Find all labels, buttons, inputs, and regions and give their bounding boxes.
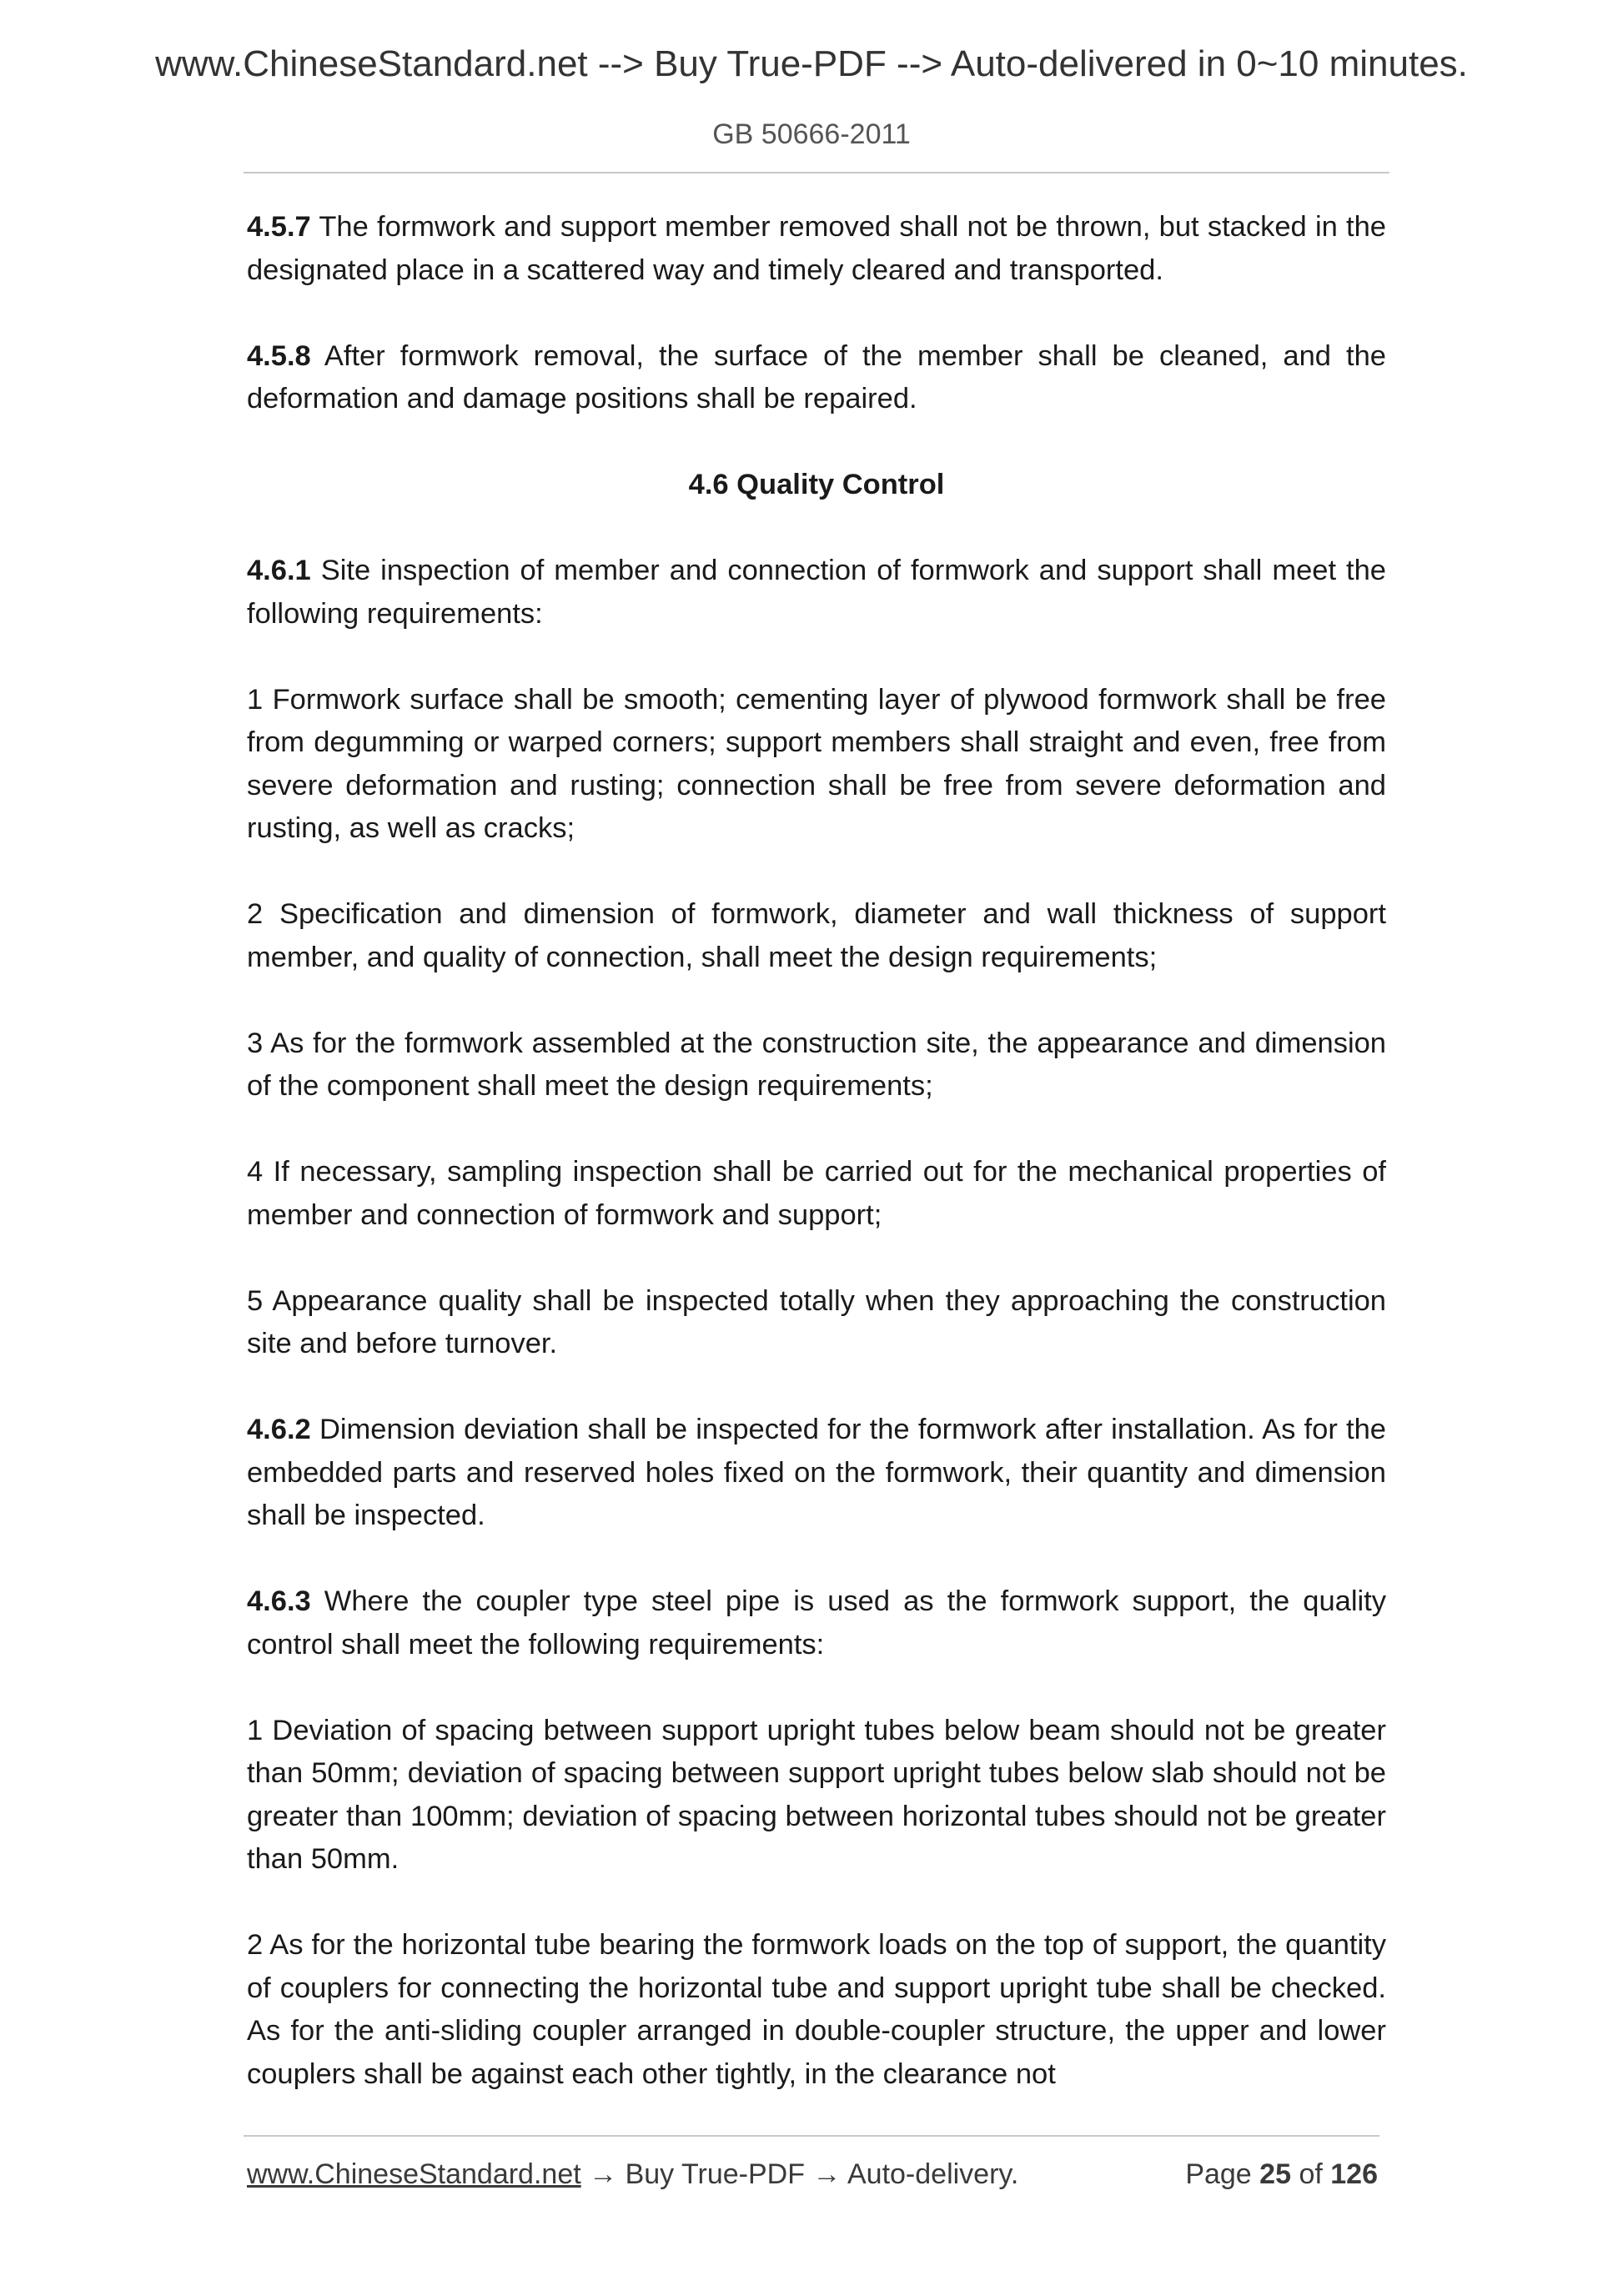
- clause-number: 4.5.8: [247, 339, 311, 372]
- clause-4-6-3: [247, 1580, 1386, 1666]
- list-item-4-6-3-2: 2 As for the horizontal tube bearing the formwork loads on the top of support, the quantity of couplers for connecting the horizontal tube and support upright tube shall be checked. As for the anti-sliding coupler arranged in double-coupler structure, the upper and lower couplers shall be against each other tightly, in the clearance not: [247, 1929, 1386, 2090]
- clause-number: 4.6.2: [247, 1414, 311, 1445]
- list-item-4-6-1-1: 1 Formwork surface shall be smooth; cementing layer of plywood formwork shall be free from degumming or warped corners; support members shall straight and even, free from severe deformation and rusting; connection shall be free from severe deformation and rusting, as well as cracks;: [247, 683, 1386, 844]
- page-word: Page: [1185, 2158, 1252, 2190]
- page-footer: [247, 2158, 1378, 2191]
- header-divider: [244, 172, 1389, 173]
- clause-4-6-2: [247, 1409, 1386, 1538]
- clause-text: The formwork and support member removed shall not be thrown, but stacked in the designated place in a scattered way and timely cleared and transported.: [247, 211, 1386, 286]
- total-pages: 126: [1330, 2158, 1378, 2190]
- list-item-4-6-3-1: 1 Deviation of spacing between support upright tubes below beam should not be greater than 50mm; deviation of spacing between support upright tubes below slab should not be greater than 100mm; deviation of spacing between horizontal tubes should not be greater than 50mm.: [247, 1714, 1386, 1875]
- page-indicator: [1185, 2158, 1378, 2191]
- section-heading-4-6: 4.6 Quality Control: [688, 469, 945, 500]
- clause-number: 4.5.7: [247, 211, 311, 243]
- current-page: 25: [1259, 2158, 1291, 2190]
- clause-number: 4.6.3: [247, 1585, 311, 1617]
- clause-4-6-1: [247, 550, 1386, 636]
- clause-text: Where the coupler type steel pipe is used as the formwork support, the quality control shall meet the following requirements:: [247, 1585, 1386, 1660]
- site-link[interactable]: www.ChineseStandard.net: [247, 2158, 581, 2190]
- site-banner: www.ChineseStandard.net --> Buy True-PDF --> Auto-delivered in 0~10 minutes.: [155, 43, 1468, 84]
- clause-number: 4.6.1: [247, 555, 311, 586]
- list-item-4-6-1-3: 3 As for the formwork assembled at the construction site, the appearance and dimension of the component shall meet the design requirements;: [247, 1027, 1386, 1102]
- clause-4-5-8: [247, 335, 1386, 421]
- list-item-4-6-1-5: 5 Appearance quality shall be inspected totally when they approaching the construction site and before turnover.: [247, 1284, 1386, 1359]
- clause-4-5-7: [247, 206, 1386, 292]
- list-item-4-6-1-4: 4 If necessary, sampling inspection shall be carried out for the mechanical properties of member and connection of formwork and support;: [247, 1156, 1386, 1231]
- list-item-4-6-1-2: 2 Specification and dimension of formwork, diameter and wall thickness of support member, and quality of connection, shall meet the design requirements;: [247, 898, 1386, 973]
- footer-divider: [244, 2135, 1379, 2137]
- clause-text: After formwork removal, the surface of the member shall be cleaned, and the deformation and damage positions shall be repaired.: [247, 339, 1386, 414]
- clause-text: Site inspection of member and connection of formwork and support shall meet the following requirements:: [247, 555, 1386, 630]
- of-word: of: [1299, 2158, 1323, 2190]
- standard-number: GB 50666-2011: [712, 118, 911, 150]
- footer-text: → Buy True-PDF → Auto-delivery.: [580, 2158, 1019, 2190]
- document-body: [247, 206, 1386, 2139]
- clause-text: Dimension deviation shall be inspected for the formwork after installation. As for the embedded parts and reserved holes fixed on the formwork, their quantity and dimension shall be inspected.: [247, 1414, 1386, 1531]
